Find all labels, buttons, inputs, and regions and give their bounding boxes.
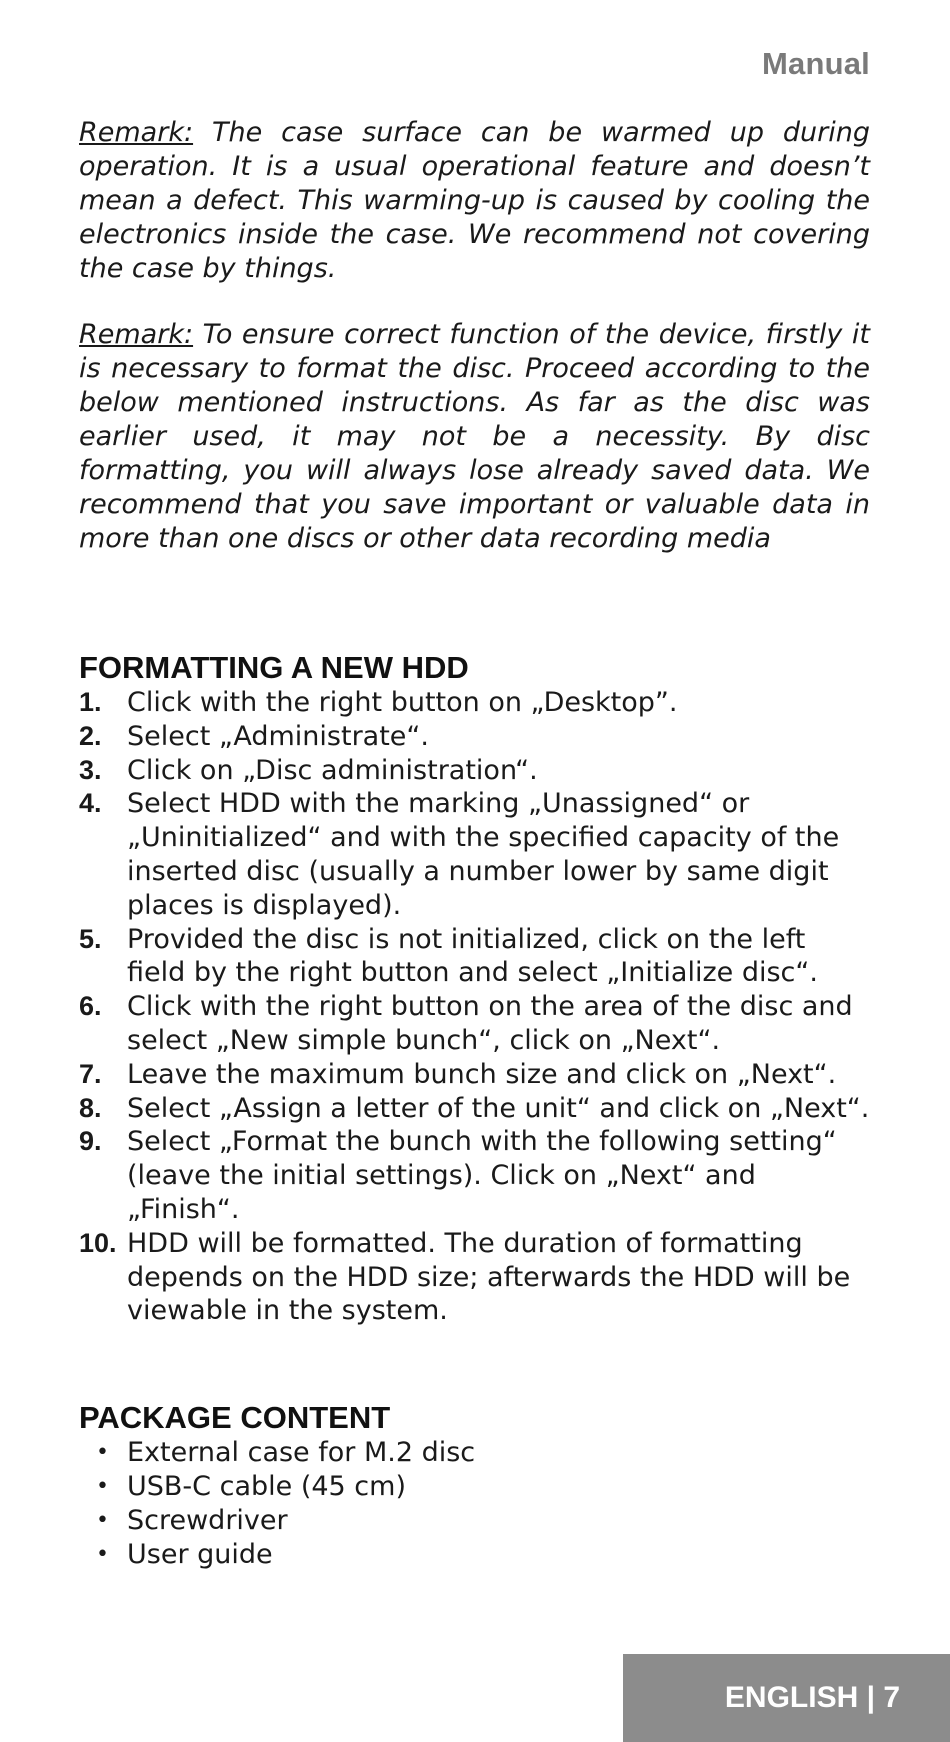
step-item <box>79 990 870 1058</box>
step-text: Click on „Disc administration“. <box>127 754 538 786</box>
step-item <box>79 923 870 991</box>
remark-label: Remark: <box>79 319 194 350</box>
bullet-icon: • <box>96 1474 109 1500</box>
page-content <box>79 116 870 1572</box>
list-item-text: USB-C cable (45 cm) <box>127 1471 406 1503</box>
step-text: Click with the right button on the area of the disc and select „New simple bunch“, click on „Next“. <box>127 991 853 1056</box>
list-item <box>79 1538 870 1572</box>
step-text: Select „Assign a letter of the unit“ and click on „Next“. <box>127 1092 870 1124</box>
step-item <box>79 787 870 922</box>
step-number: 2. <box>79 720 102 751</box>
list-item-text: External case for M.2 disc <box>127 1437 476 1469</box>
step-item <box>79 686 870 720</box>
list-item <box>79 1504 870 1538</box>
step-number: 4. <box>79 788 102 819</box>
bullet-icon: • <box>96 1440 109 1466</box>
step-item <box>79 1125 870 1226</box>
step-item <box>79 1058 870 1092</box>
step-number: 8. <box>79 1092 102 1123</box>
formatting-heading: FORMATTING A NEW HDD <box>79 650 469 685</box>
remark-paragraph-1 <box>79 116 870 286</box>
step-text: Leave the maximum bunch size and click on „Next“. <box>127 1058 837 1090</box>
step-number: 9. <box>79 1126 102 1157</box>
step-number: 6. <box>79 991 102 1022</box>
step-text: HDD will be formatted. The duration of formatting depends on the HDD size; afterwards the HDD will be viewable in the system. <box>127 1227 851 1327</box>
step-text: Select „Administrate“. <box>127 720 429 752</box>
step-text: Click with the right button on „Desktop”. <box>127 687 678 718</box>
remark-text: The case surface can be warmed up during operation. It is a usual operational feature and doesn’t mean a defect. This warming-up is caused by cooling the electronics inside the case. We recommend not covering the case by things. <box>79 117 870 284</box>
step-number: 10. <box>79 1227 117 1258</box>
step-number: 7. <box>79 1058 102 1089</box>
step-item <box>79 720 870 754</box>
package-content-list <box>79 1436 870 1572</box>
step-text: Select „Format the bunch with the following setting“ (leave the initial settings). Click on „Next“ and „Finish“. <box>127 1126 837 1225</box>
step-item <box>79 1227 870 1328</box>
step-number: 3. <box>79 754 102 785</box>
remark-label: Remark: <box>79 117 194 148</box>
remark-paragraph-2 <box>79 318 870 556</box>
bullet-icon: • <box>96 1508 109 1534</box>
bullet-icon: • <box>96 1542 109 1568</box>
step-item <box>79 1092 870 1126</box>
list-item <box>79 1436 870 1470</box>
step-text: Provided the disc is not initialized, click on the left field by the right button and select „Initialize disc“. <box>127 923 818 989</box>
list-item <box>79 1470 870 1504</box>
step-number: 5. <box>79 923 102 954</box>
step-text: Select HDD with the marking „Unassigned“ or „Uninitialized“ and with the specified capacity of the inserted disc (usually a number lower by same digit places is displayed). <box>127 788 840 921</box>
page-footer-language-page-number: ENGLISH | 7 <box>623 1654 950 1742</box>
step-number: 1. <box>79 687 102 717</box>
remark-text: To ensure correct function of the device, firstly it is necessary to format the disc. Proceed according to the below mentioned instructions. As far as the disc was earlier used, it may not be a necessity. By disc formatting, you will always lose already saved data. We recommend that you save important or valuable data in more than one discs or other data recording media <box>79 319 870 554</box>
step-item <box>79 754 870 788</box>
list-item-text: User guide <box>127 1539 273 1571</box>
list-item-text: Screwdriver <box>127 1505 288 1537</box>
package-content-heading: PACKAGE CONTENT <box>79 1400 391 1436</box>
manual-header: Manual <box>762 46 870 81</box>
formatting-steps-list <box>79 686 870 1328</box>
